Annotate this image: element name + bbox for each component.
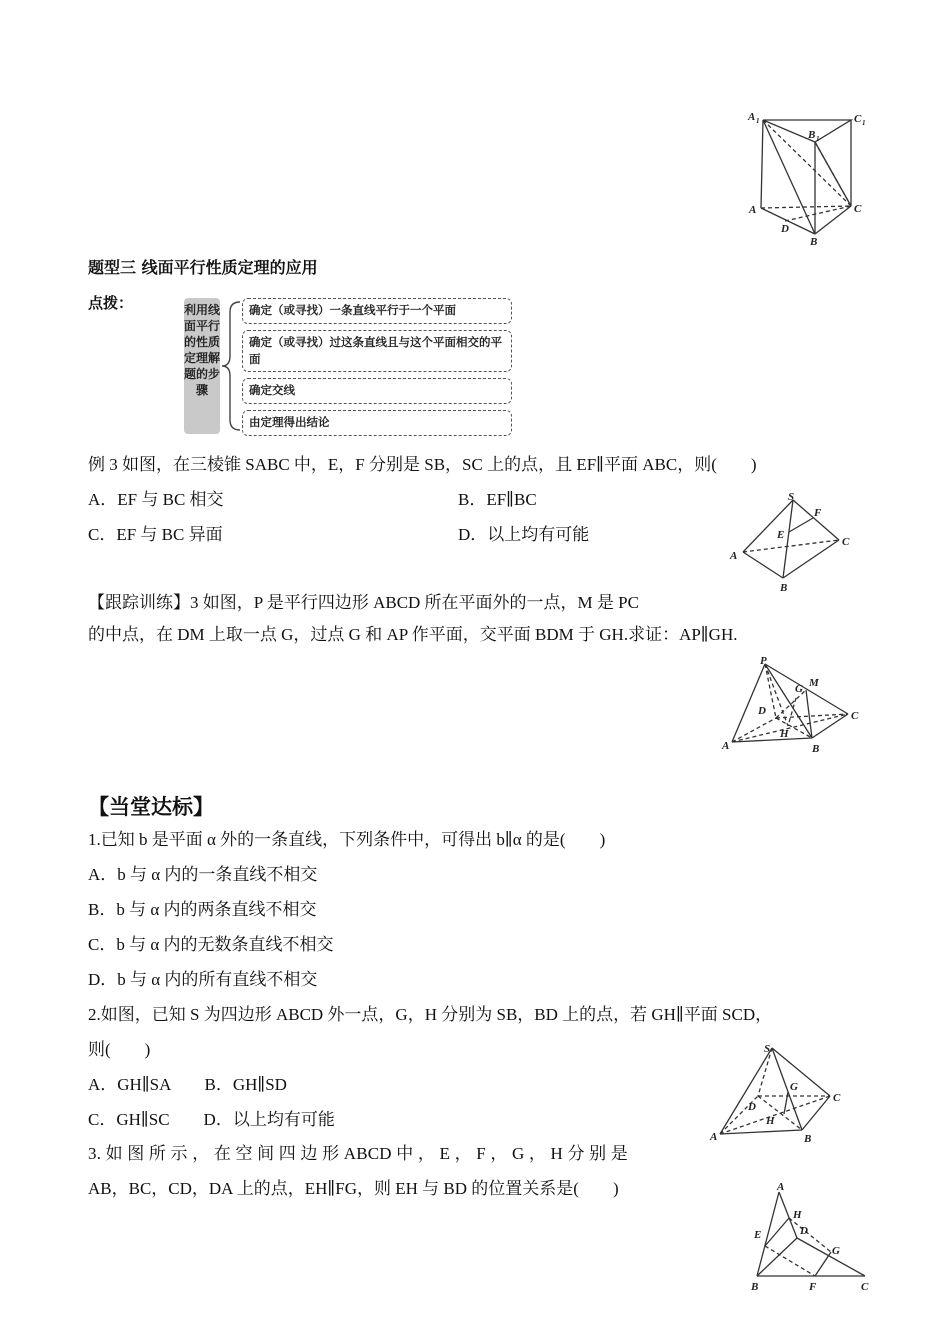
pyramid-label-a: A xyxy=(722,740,730,752)
example3-option-b: B．EF∥BC xyxy=(458,490,537,509)
quad-figure xyxy=(745,1178,875,1296)
tetrahedron-figure xyxy=(725,488,865,598)
tip-label: 点拨： xyxy=(88,294,134,312)
practice3-line1: 【跟踪训练】3 如图，P 是平行四边形 ABCD 所在平面外的一点，M 是 PC xyxy=(88,593,639,612)
prism-label-a1-sub: 1 xyxy=(756,117,760,125)
pyramid2-label-d: D xyxy=(748,1101,756,1113)
q1-option-b: B．b 与 α 内的两条直线不相交 xyxy=(88,900,317,919)
prism-label-a: A xyxy=(749,204,757,216)
pyramid-figure xyxy=(718,652,868,760)
q1-stem: 1.已知 b 是平面 α 外的一条直线，下列条件中，可得出 b∥α 的是( ) xyxy=(88,830,606,849)
tetra-label-s: S xyxy=(788,491,795,503)
pyramid-label-g: G xyxy=(795,683,803,695)
q1-option-c: C．b 与 α 内的无数条直线不相交 xyxy=(88,935,334,954)
quad-label-d: D xyxy=(800,1225,808,1237)
tetra-label-e: E xyxy=(777,529,785,541)
quad-label-a: A xyxy=(777,1181,785,1193)
q1-option-d: D．b 与 α 内的所有直线不相交 xyxy=(88,970,318,989)
quad-label-f: F xyxy=(809,1281,817,1293)
pyramid-label-m: M xyxy=(809,677,819,689)
tetra-label-f: F xyxy=(814,507,822,519)
q2-line1: 2.如图，已知 S 为四边形 ABCD 外一点，G，H 分别为 SB，BD 上的点，若 GH∥平面 SCD， xyxy=(88,1005,773,1024)
pyramid2-label-c: C xyxy=(833,1092,841,1104)
prism-label-d: D xyxy=(781,223,789,235)
q2-options-row2: C．GH∥SC D．以上均有可能 xyxy=(88,1110,335,1129)
pyramid2-label-g: G xyxy=(790,1081,798,1093)
pyramid2-label-h: H xyxy=(766,1115,775,1127)
q3-line2: AB，BC，CD，DA 上的点，EH∥FG，则 EH 与 BD 的位置关系是( ) xyxy=(88,1179,619,1198)
example3-option-c: C．EF 与 BC 异面 xyxy=(88,525,223,544)
quad-label-e: E xyxy=(754,1229,762,1241)
q2-line2: 则( ) xyxy=(88,1040,151,1059)
example3-option-a: A．EF 与 BC 相交 xyxy=(88,490,224,509)
brace-icon xyxy=(220,298,244,434)
q3-line1: 3. 如 图 所 示 ， 在 空 间 四 边 形 ABCD 中 ， E ， F ， G ， H 分 别 是 xyxy=(88,1144,628,1163)
example3-stem: 例 3 如图，在三棱锥 SABC 中，E，F 分别是 SB，SC 上的点，且 EF∥平面 ABC，则( ) xyxy=(88,455,757,474)
step-3: 确定交线 xyxy=(242,378,512,404)
class-check-heading: 【当堂达标】 xyxy=(88,795,214,819)
example3-option-d: D．以上均有可能 xyxy=(458,525,590,544)
step-4: 由定理得出结论 xyxy=(242,410,512,436)
prism-label-c1-sub: 1 xyxy=(862,119,866,127)
pyramid2-label-a: A xyxy=(710,1131,718,1143)
pyramid2-label-s: S xyxy=(764,1043,771,1055)
quad-label-g: G xyxy=(832,1245,840,1257)
step-2: 确定（或寻找）过这条直线且与这个平面相交的平面 xyxy=(242,330,512,372)
pyramid2-figure xyxy=(706,1038,856,1146)
pyramid2-label-b: B xyxy=(804,1133,812,1145)
pyramid-label-c: C xyxy=(851,710,859,722)
q1-option-a: A．b 与 α 内的一条直线不相交 xyxy=(88,865,318,884)
quad-label-h: H xyxy=(793,1209,802,1221)
prism-figure xyxy=(745,108,870,248)
quad-label-c: C xyxy=(861,1281,869,1293)
step-1: 确定（或寻找）一条直线平行于一个平面 xyxy=(242,298,512,324)
q2-options-row1: A．GH∥SA B．GH∥SD xyxy=(88,1075,287,1094)
quad-label-b: B xyxy=(751,1281,759,1293)
prism-label-c: C xyxy=(854,203,862,215)
practice3-line2: 的中点，在 DM 上取一点 G，过点 G 和 AP 作平面，交平面 BDM 于 GH.求证：AP∥GH. xyxy=(88,625,738,644)
tetra-label-c: C xyxy=(842,536,850,548)
section-title: 题型三 线面平行性质定理的应用 xyxy=(88,258,318,277)
tetra-label-b: B xyxy=(780,582,788,594)
pyramid-label-d: D xyxy=(758,705,766,717)
steps-head: 利用线面平行的性质定理解题的步骤 xyxy=(184,298,220,434)
prism-label-b1-sub: 1 xyxy=(816,135,820,143)
prism-label-b: B xyxy=(810,236,818,248)
pyramid-label-h: H xyxy=(780,728,789,740)
prism-label-b1: B xyxy=(808,129,816,141)
pyramid-label-p: P xyxy=(760,655,767,667)
prism-label-a1: A xyxy=(748,111,756,123)
prism-label-c1: C xyxy=(854,113,862,125)
tetra-label-a: A xyxy=(730,550,738,562)
pyramid-label-b: B xyxy=(812,743,820,755)
